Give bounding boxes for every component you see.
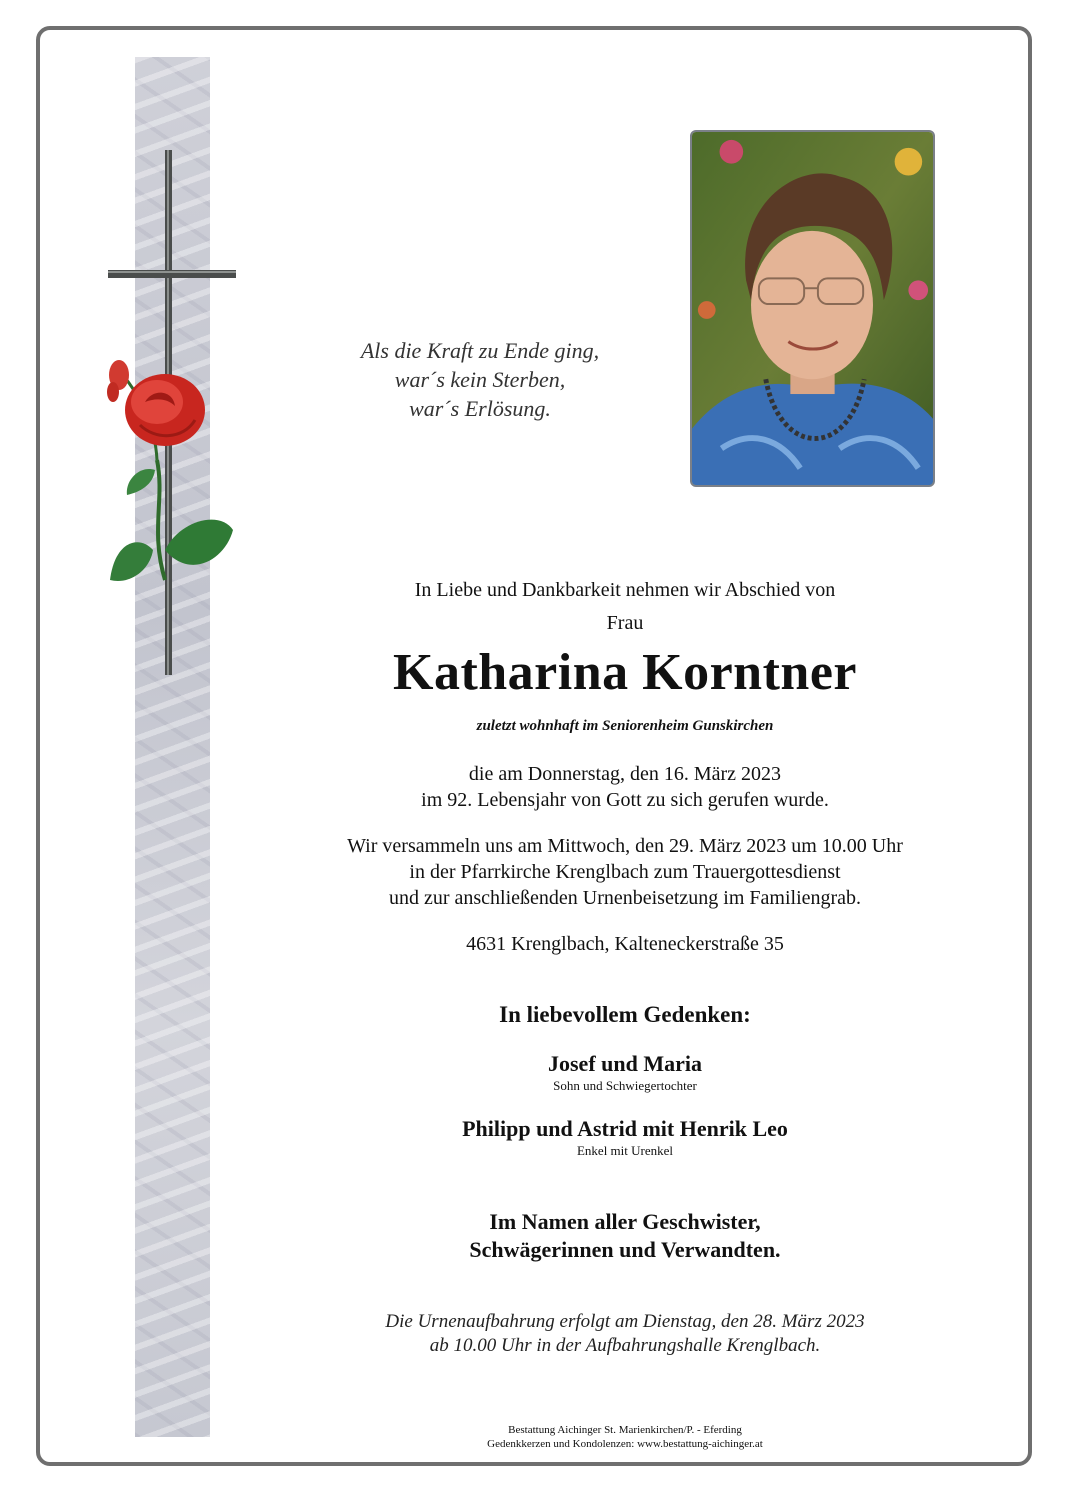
motto-quote xyxy=(315,336,645,423)
rose-icon xyxy=(107,360,205,446)
service-line: in der Pfarrkirche Krenglbach zum Trauergottesdienst xyxy=(409,861,841,883)
footer-line: Gedenkkerzen und Kondolenzen: www.bestattung-aichinger.at xyxy=(487,1438,763,1450)
intro-text: In Liebe und Dankbarkeit nehmen wir Abschied von xyxy=(414,579,836,601)
deceased-name: Katharina Korntner xyxy=(393,644,857,701)
salutation: Frau xyxy=(606,612,644,634)
closing-text xyxy=(300,1208,950,1264)
service-line: Wir versammeln uns am Mittwoch, den 29. März 2023 um 10.00 Uhr xyxy=(347,835,903,857)
mourner-names: Philipp und Astrid mit Henrik Leo xyxy=(462,1116,788,1141)
portrait-photo xyxy=(690,130,935,487)
motto-line: war´s Erlösung. xyxy=(409,396,551,421)
footer xyxy=(300,1423,950,1451)
address: 4631 Krenglbach, Kalteneckerstraße 35 xyxy=(466,933,784,955)
mourner-relation: Enkel mit Urenkel xyxy=(576,1143,674,1158)
mourner-relation: Sohn und Schwiegertochter xyxy=(553,1078,697,1093)
death-notice xyxy=(300,761,950,813)
footer-line: Bestattung Aichinger St. Marienkirchen/P. - Eferding xyxy=(508,1424,742,1436)
mourner-entry xyxy=(300,1115,950,1159)
service-line: und zur anschließenden Urnenbeisetzung im Familiengrab. xyxy=(388,887,862,909)
service-notice xyxy=(300,833,950,911)
viewing-line: Die Urnenaufbahrung erfolgt am Dienstag, den 28. März 2023 xyxy=(385,1311,865,1332)
mourner-names: Josef und Maria xyxy=(548,1051,702,1076)
residence-note: zuletzt wohnhaft im Seniorenheim Gunskirchen xyxy=(476,718,774,734)
leaf-icon xyxy=(165,520,233,565)
cross-with-rose-icon xyxy=(95,140,245,685)
viewing-notice xyxy=(300,1310,950,1358)
viewing-line: ab 10.00 Uhr in der Aufbahrungshalle Krenglbach. xyxy=(429,1335,821,1356)
motto-line: war´s kein Sterben, xyxy=(394,367,566,392)
mourner-entry xyxy=(300,1050,950,1094)
death-line: die am Donnerstag, den 16. März 2023 xyxy=(468,763,782,785)
closing-line: Schwägerinnen und Verwandten. xyxy=(469,1237,781,1262)
motto-line: Als die Kraft zu Ende ging, xyxy=(360,338,600,363)
memory-heading: In liebevollem Gedenken: xyxy=(499,1002,751,1027)
closing-line: Im Namen aller Geschwister, xyxy=(489,1209,761,1234)
death-line: im 92. Lebensjahr von Gott zu sich gerufen wurde. xyxy=(421,789,829,811)
